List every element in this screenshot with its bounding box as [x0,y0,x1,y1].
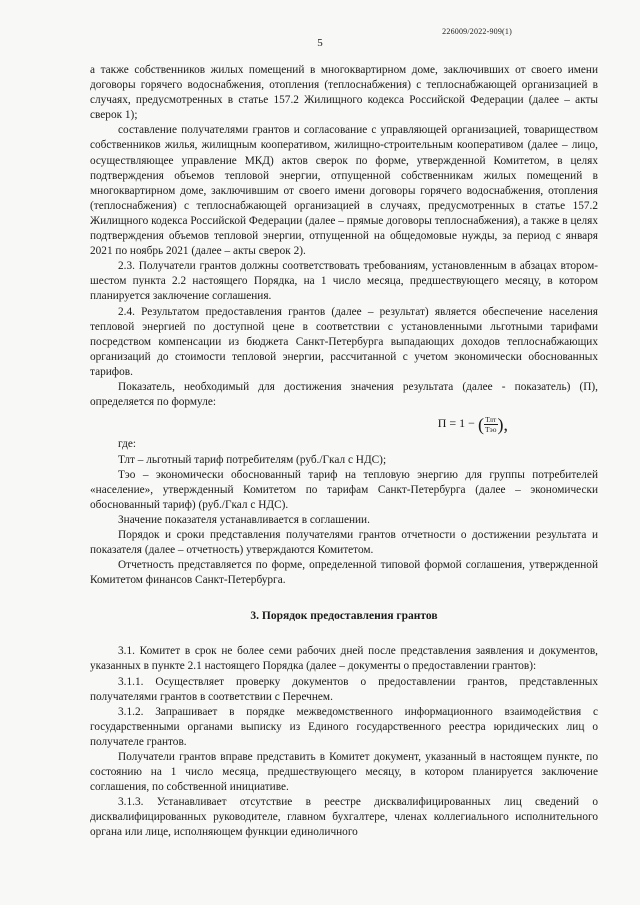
section-heading: 3. Порядок предоставления грантов [250,610,438,623]
formula-numerator: Тлт [485,414,497,424]
paragraph: 3.1.2. Запрашивает в порядке межведомственного информационного взаимодействия с государственными органами выписку из Единого государственного реестра юридических лиц о получателе грантов. [90,705,598,748]
formula-fraction [484,415,498,434]
page-number: 5 [317,37,323,49]
paragraph: 3.1.3. Устанавливает отсутствие в реестре дисквалифицированных лиц сведений о дисквалифицированных руководителе, главном бухгалтере, членах коллегиального исполнительного органа или лице, исполняющем функции единоличного [90,796,598,839]
paragraph: Значение показателя устанавливается в соглашении. [118,513,370,526]
paragraph: 3.1. Комитет в срок не более семи рабочих дней после представления заявления и документов, указанных в пункте 2.1 настоящего Порядка (далее – документы о предоставлении грантов): [90,645,598,673]
paragraph: составление получателями грантов и согласование с управляющей организацией, товариществом собственников жилья, жилищным кооперативом, жилищно-строительным кооперативом (далее – лицо, осуществляющее управление МКД) актов сверок по форме, утвержденной Комитетом, в целях подтверждения объемов тепловой энергии, отпущенной собственникам жилых помещений в многоквартирном доме, заключившим от своего имени договоры горячего водоснабжения, отопления (теплоснабжения) с теплоснабжающей организацией в случаях, предусмотренных в статье 157.2 Жилищного кодекса Российской Федерации (далее – прямые договоры теплоснабжения), а также в целях подтверждения объемов тепловой энергии, отпущенной на общедомовые нужды, за период с января 2021 по ноябрь 2021 (далее – акты сверок 2). [90,124,598,258]
formula-close-paren: ), [497,414,508,435]
formula-denominator: Тэо [484,424,497,434]
formula-open-paren: ( [477,414,484,435]
paragraph: Тлт – льготный тариф потребителям (руб./Гкал с НДС); [118,453,387,466]
paragraph: где: [118,438,136,451]
document-number: 226009/2022-909(1) [442,27,512,36]
document-body [90,63,598,841]
formula-lhs: П = 1 − [437,416,475,431]
paragraph: Получатели грантов вправе представить в Комитет документ, указанный в настоящем пункте, по состоянию на 1 число месяца, предшествующего месяцу, в котором планируется заключение соглашения, по собственной инициативе. [90,751,598,794]
paragraph: а также собственников жилых помещений в многоквартирном доме, заключивших от своего имени договоры горячего водоснабжения, отопления (теплоснабжения) с теплоснабжающей организацией в случаях, предусмотренных в статье 157.2 Жилищного кодекса Российской Федерации (далее – акты сверок 1); [90,64,598,122]
paragraph: 3.1.1. Осуществляет проверку документов о предоставлении грантов, представленных получателями грантов в соответствии с Перечнем. [90,675,598,703]
paragraph: 2.3. Получатели грантов должны соответствовать требованиям, установленным в абзацах втором-шестом пункта 2.2 настоящего Порядка, на 1 число месяца, предшествующего месяцу, в котором планируется заключение соглашения. [90,260,598,303]
paragraph: Отчетность представляется по форме, определенной типовой формой соглашения, утвержденной Комитетом финансов Санкт-Петербурга. [90,559,598,587]
paragraph: 2.4. Результатом предоставления грантов (далее – результат) является обеспечение населения тепловой энергией по доступной цене в соответствии с установленными льготными тарифами посредством компенсации из бюджета Санкт-Петербурга выпадающих доходов теплоснабжающих организаций до стоимости тепловой энергии, рассчитанной с учетом экономически обоснованных тарифов. [90,305,598,378]
paragraph: Тэо – экономически обоснованный тариф на тепловую энергию для группы потребителей «население», утвержденный Комитетом по тарифам Санкт-Петербурга (далее – экономически обоснованный тариф) (руб./Гкал с НДС). [90,468,598,511]
paragraph: Показатель, необходимый для достижения значения результата (далее - показатель) (П), определяется по формуле: [90,380,598,409]
formula [90,412,598,435]
paragraph: Порядок и сроки представления получателями грантов отчетности о достижении результата и показателя (далее – отчетность) утверждаются Комитетом. [90,528,598,557]
